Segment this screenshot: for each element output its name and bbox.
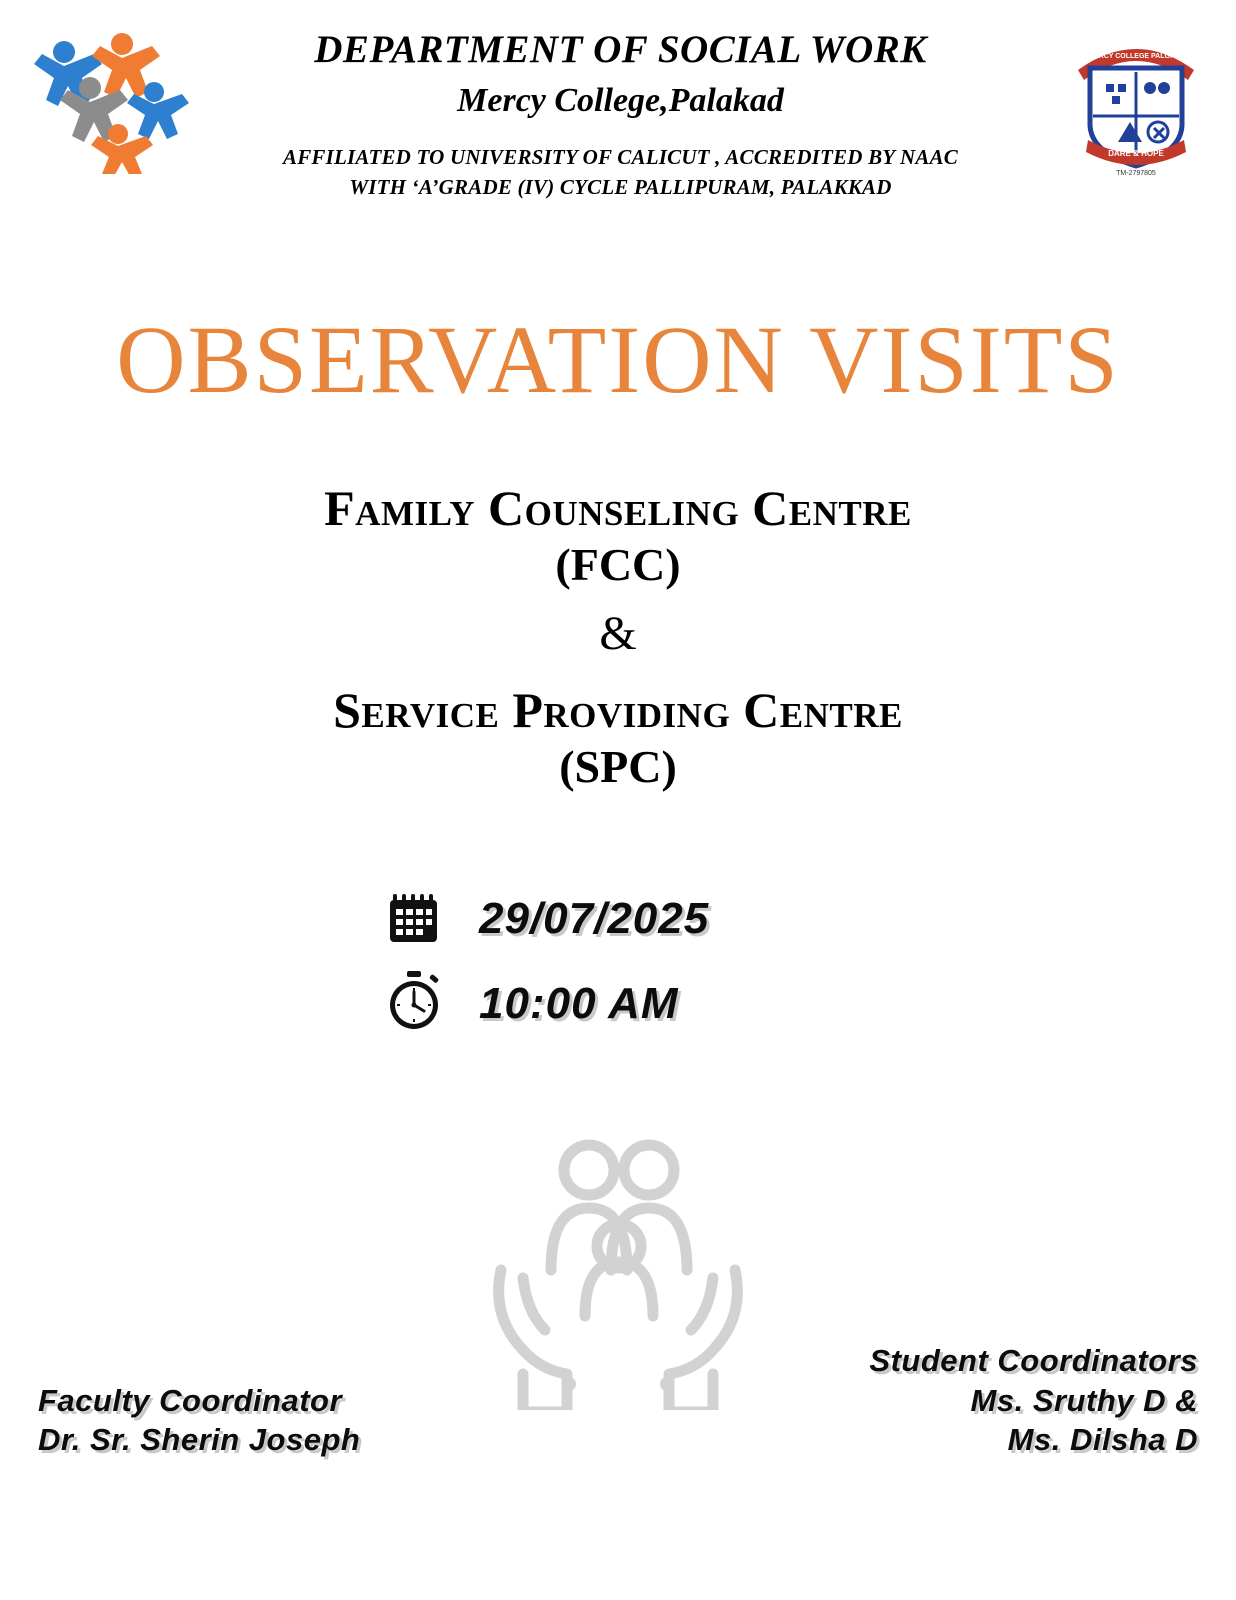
department-title: DEPARTMENT OF SOCIAL WORK xyxy=(314,28,927,71)
student-coordinators-label: Student Coordinators xyxy=(869,1342,1198,1378)
page-title: OBSERVATION VISITS xyxy=(116,306,1120,413)
event-time: 10:00 AM xyxy=(479,978,679,1028)
svg-text:MERCY COLLEGE PALGHAT: MERCY COLLEGE PALGHAT xyxy=(1088,53,1184,60)
svg-text:DARE & HOPE: DARE & HOPE xyxy=(1108,149,1164,158)
coordinators-block xyxy=(0,1341,1236,1460)
mercy-college-crest-logo xyxy=(1066,28,1206,178)
event-two-name: Service Providing Centre xyxy=(333,681,903,738)
event-two-abbr: (SPC) xyxy=(559,740,677,792)
affiliation-text xyxy=(180,142,1061,203)
event-one-abbr: (FCC) xyxy=(555,539,681,590)
event-date-row xyxy=(385,883,1236,954)
faculty-coordinator-label: Faculty Coordinator xyxy=(38,1382,343,1418)
faculty-coordinator-name: Dr. Sr. Sherin Joseph xyxy=(38,1422,361,1458)
social-work-people-logo xyxy=(22,14,202,174)
svg-text:TM-2797805: TM-2797805 xyxy=(1116,170,1156,177)
student-coordinators xyxy=(869,1341,1198,1460)
event-details-block xyxy=(0,883,1236,1039)
event-time-row xyxy=(385,968,1236,1039)
student-coordinator-name-1: Ms. Sruthy D & xyxy=(970,1382,1198,1418)
header-text-block xyxy=(180,28,1061,203)
college-title: Mercy College,Palakad xyxy=(457,81,784,119)
event-one-name: Family Counseling Centre xyxy=(324,480,912,536)
stopwatch-icon xyxy=(385,968,451,1039)
poster-header xyxy=(0,0,1236,250)
faculty-coordinator xyxy=(38,1381,360,1460)
calendar-icon xyxy=(385,883,451,954)
affiliation-line-2: WITH ‘A’GRADE (IV) CYCLE PALLIPURAM, PALAKKAD xyxy=(349,175,892,200)
event-date: 29/07/2025 xyxy=(479,893,710,943)
affiliation-line-1: AFFILIATED TO UNIVERSITY OF CALICUT , ACCREDITED BY NAAC xyxy=(283,144,958,169)
event-names-block xyxy=(0,480,1236,795)
student-coordinator-name-2: Ms. Dilsha D xyxy=(1007,1422,1198,1458)
event-conjunction: & xyxy=(599,606,637,660)
